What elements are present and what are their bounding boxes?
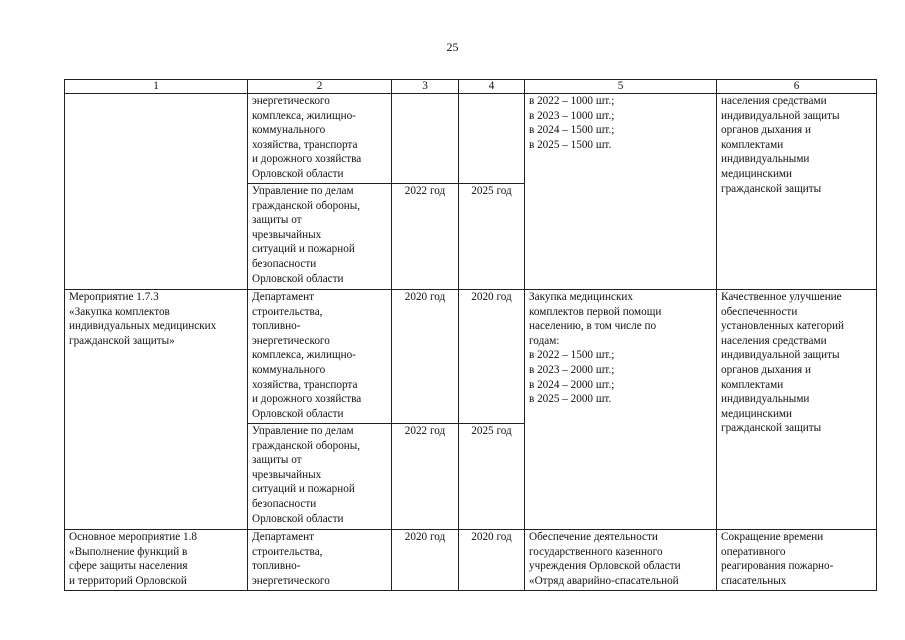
measure-name-cell: Основное мероприятие 1.8 «Выполнение функций в сфере защиты населения и территорий Орловской	[65, 530, 248, 591]
executor-cell: энергетического комплекса, жилищно- коммунального хозяйства, транспорта и дорожного хозяйства Орловской области	[248, 94, 392, 184]
header-col-5: 5	[525, 80, 717, 94]
effect-cell: Сокращение времени оперативного реагирования пожарно- спасательных	[717, 530, 877, 591]
executor-cell: Департамент строительства, топливно- энергетического комплекса, жилищно- коммунального хозяйства, транспорта и дорожного хозяйства Орловской области	[248, 290, 392, 424]
end-year-cell: 2020 год	[459, 530, 525, 591]
table-row	[65, 530, 877, 591]
result-cell: в 2022 – 1000 шт.; в 2023 – 1000 шт.; в 2024 – 1500 шт.; в 2025 – 1500 шт.	[525, 94, 717, 290]
start-year-cell: 2022 год	[392, 424, 459, 530]
start-year-cell: 2022 год	[392, 184, 459, 290]
start-year-cell: 2020 год	[392, 530, 459, 591]
executor-cell: Управление по делам гражданской обороны, защиты от чрезвычайных ситуаций и пожарной безопасности Орловской области	[248, 184, 392, 290]
effect-cell: Качественное улучшение обеспеченности установленных категорий населения средствами индивидуальной защиты органов дыхания и комплектами индивидуальными медицинскими гражданской защиты	[717, 290, 877, 530]
result-cell: Обеспечение деятельности государственного казенного учреждения Орловской области «Отряд аварийно-спасательной	[525, 530, 717, 591]
header-col-3: 3	[392, 80, 459, 94]
executor-cell: Управление по делам гражданской обороны, защиты от чрезвычайных ситуаций и пожарной безопасности Орловской области	[248, 424, 392, 530]
measure-name-cell	[65, 94, 248, 290]
result-cell: Закупка медицинских комплектов первой помощи населению, в том числе по годам: в 2022 – 1500 шт.; в 2023 – 2000 шт.; в 2024 – 2000 шт.; в 2025 – 2000 шт.	[525, 290, 717, 530]
end-year-cell	[459, 94, 525, 184]
header-col-1: 1	[65, 80, 248, 94]
start-year-cell	[392, 94, 459, 184]
measure-name-cell: Мероприятие 1.7.3 «Закупка комплектов индивидуальных медицинских гражданской защиты»	[65, 290, 248, 530]
executor-cell: Департамент строительства, топливно- энергетического	[248, 530, 392, 591]
header-row	[65, 80, 877, 94]
page-number: 25	[446, 40, 459, 54]
table-row	[65, 290, 877, 424]
header-col-4: 4	[459, 80, 525, 94]
measures-table	[64, 79, 877, 591]
table-row	[65, 94, 877, 184]
effect-cell: населения средствами индивидуальной защиты органов дыхания и комплектами индивидуальными медицинскими гражданской защиты	[717, 94, 877, 290]
end-year-cell: 2025 год	[459, 184, 525, 290]
start-year-cell: 2020 год	[392, 290, 459, 424]
end-year-cell: 2020 год	[459, 290, 525, 424]
header-col-6: 6	[717, 80, 877, 94]
end-year-cell: 2025 год	[459, 424, 525, 530]
header-col-2: 2	[248, 80, 392, 94]
